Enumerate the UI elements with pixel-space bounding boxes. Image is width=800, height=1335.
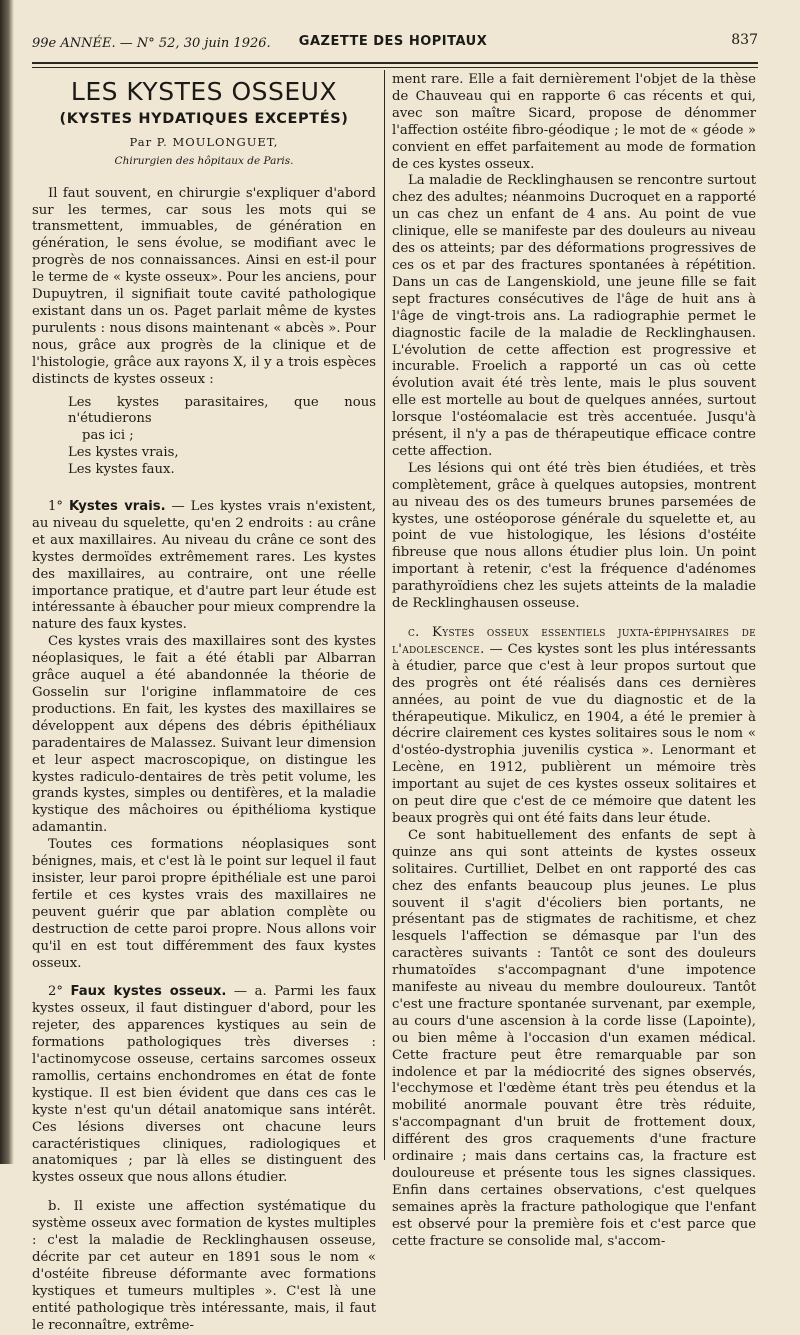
section-kystes-essentiels [392, 625, 756, 828]
article-subtitle: (KYSTES HYDATIQUES EXCEPTÉS) [59, 110, 349, 127]
section-heading: c. Kystes osseux essentiels juxta-épiphysaires de l'adolescence. [392, 625, 756, 657]
page-binding-edge [0, 0, 14, 1164]
section-faux-kystes [32, 984, 376, 1187]
paragraph-lesions: Les lésions qui ont été très bien étudiées, et très complètement, grâce à quelques autopsies, montrent au niveau des os des tumeurs brunes parsemées de kystes, une ostéoporose générale du squelette et, au point de vue histologique, les lésions d'ostéite fibreuse que nous allons étudier plus loin. Un point important à retenir, c'est la fréquence d'adénomes parathyroïdiens chez les sujets atteints de la maladie de Recklinghausen osseuse. [392, 460, 756, 612]
article-title: LES KYSTES OSSEUX [70, 77, 338, 106]
page-number: 837 [731, 32, 758, 48]
intro-paragraph: Il faut souvent, en chirurgie s'expliquer d'abord sur les termes, car sous les mots qui se transmettent, immuables, de génération en génération, le sens évolue, se modifiant avec le progrès de nos connaissances. Ainsi en est-il pour le terme de « kyste osseux». Pour les anciens, pour Dupuytren, il signifiait toute cavité pathologique existant dans un os. Paget parlait même de kystes purulents : nous disons maintenant « abcès ». Pour nous, grâce aux progrès de la clinique et de l'histologie, grâce aux rayons X, il y a trois espèces distincts de kystes osseux : [32, 185, 376, 387]
paragraph-clinique: La maladie de Recklinghausen se rencontre surtout chez des adultes; néanmoins Ducroquet en a rapporté un cas chez un enfant de 4 ans. Au point de vue clinique, elle se manifeste par des douleurs au niveau des os atteints; par des déformations progressives de ces os et par des fractures spontanées à répétition. Dans un cas de Langenskiold, une jeune fille se fait sept fractures consécutives de l'âge de huit ans à l'âge de vingt-trois ans. La radiographie permet le diagnostic facile de la maladie de Recklinghausen. L'évolution de cette affection est progressive et incurable. Froelich a rapporté un cas où cette évolution avait été très lente, mais le plus souvent elle est mortelle au bout de quelques années, surtout lorsque l'ostéomalacie est très accentuée. Jusqu'à présent, il n'y a pas de thérapeutique efficace contre cette affection. [392, 173, 756, 459]
list-item: Les kystes vrais, [68, 445, 179, 461]
running-header [28, 30, 758, 58]
list-item-continuation: pas ici ; [82, 428, 134, 444]
list-item: Les kystes faux. [68, 462, 175, 478]
section-heading: Faux kystes osseux. [70, 984, 227, 1000]
section-heading: Kystes vrais. [68, 499, 166, 515]
paragraph-enfants: Ce sont habituellement des enfants de sept à quinze ans qui sont atteints de kystes osseux solitaires. Curtilliet, Delbet en ont rapporté des cas chez des enfants beaucoup plus jeunes. Le plus souvent il s'agit d'écoliers bien portants, ne présentant pas de stigmates de rachitisme, et chez lesquels l'affection se démasque par l'un des caractères suivants : Tantôt ce sont des douleurs rhumatoïdes s'accompagnant d'une impotence manifeste au niveau du membre douloureux. Tantôt c'est une fracture spontanée survenant, par exemple, au cours d'une ascension à la corde lisse (Lapointe), ou bien même à l'occasion d'un examen médical. Cette fracture peut être remarquable par son indolence et par la médiocrité des signes observés, l'ecchymose et l'œdème étant très peu étendus et la mobilité anormale pouvant être très réduite, s'accompagnant d'un bruit de frottement doux, différent des gros craquements d'une fracture ordinaire ; mais dans certains cas, la fracture est douloureuse et présente tous les signes classiques. Enfin dans certaines observations, c'est quelques semaines après la fracture pathologique que l'enfant est observé pour la première fois et c'est parce que cette fracture se consolide mal, s'accom- [392, 827, 756, 1249]
issue-info: 99e ANNÉE. — N° 52, 30 juin 1926. [32, 36, 271, 51]
journal-name: GAZETTE DES HOPITAUX [298, 34, 488, 49]
section-text: — a. Parmi les faux kystes osseux, il faut distinguer d'abord, pour les rejeter, des apparences kystiques au sein de formations pathologiques très diverses : l'actinomycose osseuse, certains sarcomes osseux ramollis, certains enchondromes en état de fonte kystique. Il est bien évident que dans ces cas le kyste n'est qu'un détail anatomique sans intérêt. Ces lésions diverses ont chacune leurs caractéristiques cliniques, radiologiques et anatomiques ; par là elles se distinguent des kystes osseux que nous allons étudier. [32, 984, 376, 1186]
section-number: 2° [48, 984, 71, 1000]
section-text: — Ces kystes sont les plus intéressants à étudier, parce que c'est à leur propos surtout que des progrès ont été réalisés dans ces dernières années, au point de vue du diagnostic et de la thérapeutique. Mikulicz, en 1904, a été le premier à décrire clairement ces kystes solitaires sous le nom « d'ostéo-dystrophia juvenilis cystica ». Lenormant et Lecène, en 1912, publièrent un mémoire très important au sujet de ces kystes osseux solitaires et on peut dire que c'est de ce mémoire que datent les beaux progrès qui ont été faits dans leur étude. [392, 641, 756, 826]
paragraph-benignes: Toutes ces formations néoplasiques sont bénignes, mais, et c'est là le point sur lequel il faut insister, leur paroi propre épithéliale est une paroi fertile et ces kystes vrais des maxillaires ne peuvent guérir que par ablation complète ou destruction de cette paroi propre. Nous allons voir qu'il en est tout différemment des faux kystes osseux. [32, 837, 376, 971]
header-rule [32, 62, 758, 64]
section-number: 1° [48, 499, 69, 515]
author-line: Par P. MOULONGUET, [129, 134, 279, 149]
kyst-types-list [68, 395, 376, 480]
left-column [32, 78, 376, 1335]
right-column [392, 72, 756, 1251]
author-affiliation: Chirurgien des hôpitaux de Paris. [114, 154, 294, 167]
paragraph-recklinghausen: b. Il existe une affection systématique du système osseux avec formation de kystes multiples : c'est la maladie de Recklinghausen osseuse, décrite par cet auteur en 1891 sous le nom « d'ostéite fibreuse déformante avec formations kystiques et tumeurs multiples ». C'est là une entité pathologique très intéressante, mais, il faut le reconnaître, extrême- [32, 1199, 376, 1333]
column-divider [384, 70, 385, 1160]
section-kystes-vrais [32, 499, 376, 634]
paragraph-continuation: ment rare. Elle a fait dernièrement l'objet de la thèse de Chauveau qui en rapporte 6 cas récents et qui, avec son maître Sicard, propose de dénommer l'affection ostéite fibro-géodique ; le mot de « géode » convient en effet parfaitement au mode de formation de ces kystes osseux. [392, 72, 756, 172]
paragraph-maxillaires: Ces kystes vrais des maxillaires sont des kystes néoplasiques, le fait a été établi par Albarran grâce auquel a été abandonnée la théorie de Gosselin sur l'origine inflammatoire de ces productions. En fait, les kystes des maxillaires se développent aux dépens des débris épithéliaux paradentaires de Malassez. Suivant leur dimension et leur aspect macroscopique, on distingue les kystes radiculo-dentaires de très petit volume, les grands kystes, simples ou dentifères, et la maladie kystique des mâchoires ou épithélioma kystique adamantin. [32, 634, 376, 836]
list-item: Les kystes parasitaires, que nous n'étudierons [68, 394, 376, 427]
section-text: — Les kystes vrais n'existent, au niveau du squelette, qu'en 2 endroits : au crâne et aux maxillaires. Au niveau du crâne ce sont des kystes dermoïdes extrêmement rares. Les kystes des maxillaires, au contraire, ont une réelle importance pratique, et d'autre part leur étude est intéressante à ébaucher pour mieux comprendre la nature des faux kystes. [32, 499, 376, 633]
header-rule-thin [32, 67, 758, 68]
